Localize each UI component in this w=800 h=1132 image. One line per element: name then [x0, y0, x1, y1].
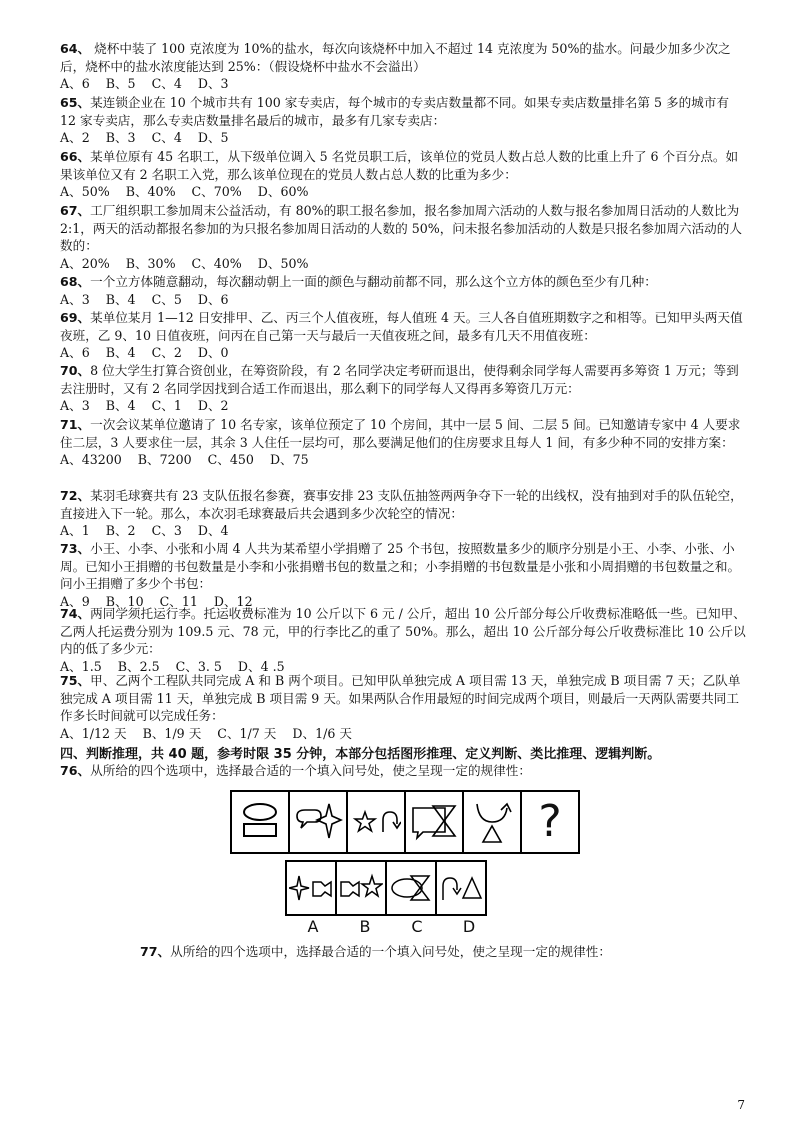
- question-number: 73、: [60, 541, 91, 556]
- question-number: 67、: [60, 203, 91, 218]
- option-label-a: A: [307, 917, 319, 936]
- question-number: 72、: [60, 488, 91, 503]
- figure-speech-star: [290, 792, 348, 852]
- question-options: A、20% B、30% C、40% D、50%: [60, 255, 309, 271]
- option-a-figure[interactable]: [287, 862, 337, 914]
- question-64: [60, 40, 748, 93]
- question-text: 某连锁企业在 10 个城市共有 100 家专卖店，每个城市的专卖店数量都不同。如果专卖店数量排名第 5 多的城市有 12 家专卖店，那么专卖店数量排名最后的城市，最多有几家专卖店：: [60, 95, 729, 128]
- question-number: 71、: [60, 417, 91, 432]
- figure-curved-arrow-triangle: [464, 792, 522, 852]
- figure-question-mark: [522, 792, 578, 852]
- question-text: 小王、小李、小张和小周 4 人共为某希望小学捐赠了 25 个书包，按照数量多少的顺序分别是小王、小李、小张、小周。已知小王捐赠的书包数量是小李和小张捐赠书包的数量之和；小李捐赠的书包数量是小张和小周捐赠的书包数量之和。问小王捐赠了多少个书包：: [60, 541, 741, 591]
- question-options: A、9 B、10 C、11 D、12: [60, 593, 253, 609]
- question-text: 两同学须托运行李。托运收费标准为 10 公斤以下 6 元 / 公斤，超出 10 公斤部分每公斤收费标准略低一些。已知甲、乙两人托运费分别为 109.5 元、78 元，甲的行李比乙的重了 50%。那么，超出 10 公斤部分每公斤收费标准比 10 公斤以内的低了多少元：: [60, 606, 746, 656]
- question-options: A、1.5 B、2.5 C、3. 5 D、4 .5: [60, 658, 285, 674]
- question-text: 某单位某月 1—12 日安排甲、乙、丙三个人值夜班，每人值班 4 天。三人各自值班期数字之和相等。已知甲头两天值夜班，乙 9、10 日值夜班，问丙在自己第一天与最后一天值夜班之间，最多有几天不用值夜班：: [60, 310, 743, 343]
- question-text: 烧杯中装了 100 克浓度为 10%的盐水，每次向该烧杯中加入不超过 14 克浓度为 50%的盐水。问最少加多少次之后，烧杯中的盐水浓度能达到 25%：（假设烧杯中盐水不会溢出）: [60, 41, 731, 74]
- question-67: [60, 202, 748, 272]
- figure-ellipse-rectangle: [232, 792, 290, 852]
- question-text: 8 位大学生打算合资创业，在筹资阶段，有 2 名同学决定考研而退出，使得剩余同学每人需要再多筹资 1 万元；等到去注册时，又有 2 名同学因找到合适工作而退出，那么剩下的同学每人又得再多筹资几万元：: [60, 363, 739, 396]
- question-options: A、6 B、4 C、2 D、0: [60, 345, 229, 360]
- question-number: 66、: [60, 149, 91, 164]
- question-76: [60, 762, 748, 780]
- figure-bubble-hourglass: [406, 792, 464, 852]
- question-mark-glyph: ?: [538, 796, 562, 847]
- question-text: 某羽毛球赛共有 23 支队伍报名参赛，赛事安排 23 支队伍抽签两两争夺下一轮的出线权，没有抽到对手的队伍轮空，直接进入下一轮。那么，本次羽毛球赛最后共会遇到多少次轮空的情况：: [60, 488, 743, 521]
- question-number: 76、: [60, 763, 91, 778]
- question-75: [60, 672, 748, 742]
- question-number: 65、: [60, 95, 91, 110]
- question-options: A、43200 B、7200 C、450 D、75: [60, 452, 309, 467]
- question-options: A、2 B、3 C、4 D、5: [60, 130, 229, 145]
- option-labels: [287, 917, 519, 936]
- question-66: [60, 148, 748, 201]
- question-number: 69、: [60, 310, 91, 325]
- question-71: [60, 416, 748, 469]
- question-number: 75、: [60, 673, 91, 688]
- question-text: 从所给的四个选项中，选择最合适的一个填入问号处，使之呈现一定的规律性：: [170, 944, 611, 959]
- question-text: 工厂组织职工参加周末公益活动，有 80%的职工报名参加，报名参加周六活动的人数与报名参加周日活动的人数比为 2:1，两天的活动都报名参加的为只报名参加周日活动的人数的 50%，问未报名参加活动的人数是只报名参加周六活动的人数的：: [60, 203, 742, 253]
- question-text: 一次会议某单位邀请了 10 名专家，该单位预定了 10 个房间，其中一层 5 间、二层 5 间。已知邀请专家中 4 人要求住二层，3 人要求住一层，其余 3 人住任一层均可，那么要满足他们的住房要求且每人 1 间，有多少种不同的安排方案：: [60, 417, 741, 450]
- question-72: [60, 487, 748, 540]
- question-figure-row: [230, 790, 580, 854]
- question-77: [140, 943, 740, 961]
- option-label-b: B: [359, 917, 371, 936]
- question-73: [60, 540, 748, 610]
- question-options: A、1 B、2 C、3 D、4: [60, 523, 229, 538]
- question-options: A、3 B、4 C、1 D、2: [60, 398, 229, 413]
- option-label-c: C: [411, 917, 423, 936]
- option-c-figure[interactable]: [387, 862, 437, 914]
- question-options: A、6 B、5 C、4 D、3: [60, 76, 229, 91]
- options-figure-row: [285, 860, 487, 916]
- question-options: A、50% B、40% C、70% D、60%: [60, 184, 309, 199]
- question-text: 甲、乙两个工程队共同完成 A 和 B 两个项目。已知甲队单独完成 A 项目需 13 天，单独完成 B 项目需 7 天；乙队单独完成 A 项目需 11 天，单独完成 B 项目需 9 天。如果两队合作用最短的时间完成两个项目，则最后一天两队需要共同工作多长时间就可以完成任务：: [60, 673, 741, 723]
- question-text: 从所给的四个选项中，选择最合适的一个填入问号处，使之呈现一定的规律性：: [90, 763, 531, 778]
- option-label-d: D: [462, 917, 476, 936]
- figure-star-arrow: [348, 792, 406, 852]
- question-number: 77、: [140, 944, 171, 959]
- question-number: 68、: [60, 274, 91, 289]
- question-65: [60, 94, 748, 147]
- question-number: 70、: [60, 363, 91, 378]
- option-d-figure[interactable]: [437, 862, 485, 914]
- question-text: 某单位原有 45 名职工，从下级单位调入 5 名党员职工后，该单位的党员人数占总人数的比重上升了 6 个百分点。如果该单位又有 2 名职工入党，那么该单位现在的党员人数占总人数的比重为多少：: [60, 149, 739, 182]
- section-heading: 四、判断推理，共 40 题，参考时限 35 分钟，本部分包括图形推理、定义判断、类比推理、逻辑判断。: [60, 747, 661, 762]
- question-68: [60, 273, 748, 308]
- question-69: [60, 309, 748, 362]
- question-text: 一个立方体随意翻动，每次翻动朝上一面的颜色与翻动前都不同，那么这个立方体的颜色至少有几种：: [90, 274, 657, 289]
- page-number: 7: [737, 1098, 745, 1112]
- question-number: 64、: [60, 41, 91, 56]
- question-options: A、1/12 天 B、1/9 天 C、1/7 天 D、1/6 天: [60, 725, 352, 741]
- question-74: [60, 605, 748, 675]
- option-b-figure[interactable]: [337, 862, 387, 914]
- question-70: [60, 362, 748, 415]
- question-options: A、3 B、4 C、5 D、6: [60, 291, 229, 307]
- question-number: 74、: [60, 606, 91, 621]
